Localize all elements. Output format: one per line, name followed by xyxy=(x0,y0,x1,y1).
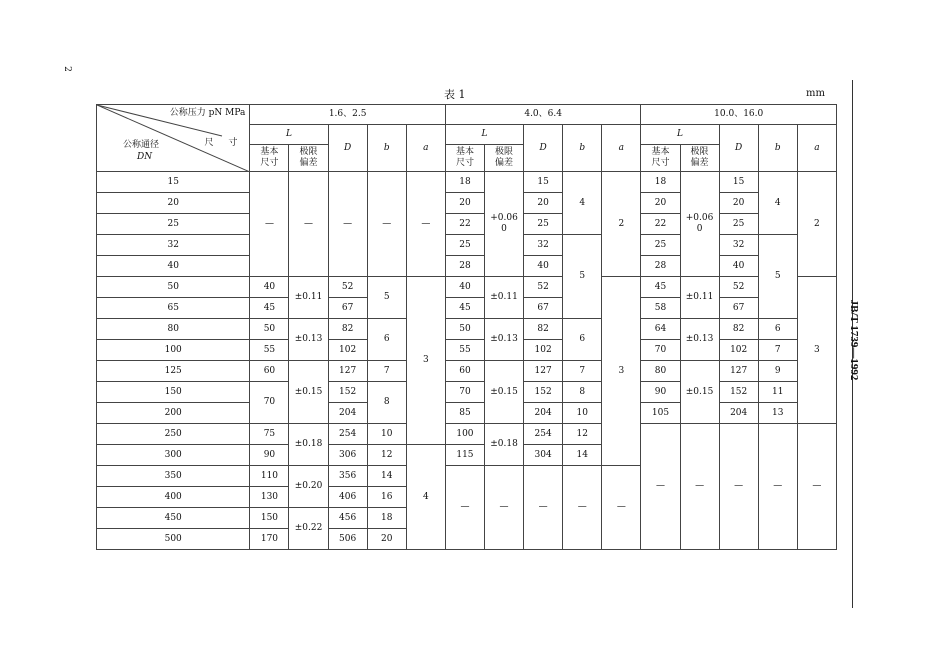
value-cell: 90 xyxy=(250,445,289,466)
column-header-L: L xyxy=(250,125,328,145)
nominal-diameter-label: 公称通径 xyxy=(123,140,160,150)
dn-cell: 20 xyxy=(97,193,250,214)
value-cell: 150 xyxy=(250,508,289,529)
value-cell: 60 xyxy=(445,361,484,382)
dn-cell: 300 xyxy=(97,445,250,466)
standard-code: JB/T 1739—1992 xyxy=(848,299,860,381)
column-header-D: D xyxy=(719,125,758,172)
value-cell: 67 xyxy=(524,298,563,319)
value-cell: 6 xyxy=(367,319,406,361)
value-cell: 5 xyxy=(563,235,602,319)
subheader-tolerance: 极限 偏差 xyxy=(289,145,328,172)
value-cell: 18 xyxy=(367,508,406,529)
value-cell: 45 xyxy=(445,298,484,319)
value-cell: 4 xyxy=(563,172,602,235)
subheader-basic-size: 基本 尺寸 xyxy=(641,145,680,172)
value-cell: 40 xyxy=(250,277,289,298)
tolerance-cell: +0.06 0 xyxy=(680,172,719,277)
tolerance-cell: ±0.13 xyxy=(289,319,328,361)
value-cell: 70 xyxy=(641,340,680,361)
value-cell: 28 xyxy=(445,256,484,277)
value-cell: 45 xyxy=(250,298,289,319)
value-cell: 15 xyxy=(719,172,758,193)
value-cell: 67 xyxy=(719,298,758,319)
value-cell: 110 xyxy=(250,466,289,487)
value-cell: 115 xyxy=(445,445,484,466)
value-cell: 16 xyxy=(367,487,406,508)
value-cell: 10 xyxy=(367,424,406,445)
dn-cell: 350 xyxy=(97,466,250,487)
dn-cell: 150 xyxy=(97,382,250,403)
empty-dash-cell: — xyxy=(406,172,445,277)
empty-dash-cell: — xyxy=(524,466,563,550)
empty-dash-cell: — xyxy=(250,172,289,277)
tolerance-cell: ±0.22 xyxy=(289,508,328,550)
value-cell: 7 xyxy=(367,361,406,382)
value-cell: 100 xyxy=(445,424,484,445)
value-cell: 50 xyxy=(250,319,289,340)
table-caption: 表 1 xyxy=(444,88,466,101)
value-cell: 3 xyxy=(602,277,641,466)
header-corner-cell xyxy=(97,105,250,172)
column-header-a: a xyxy=(602,125,641,172)
value-cell: 456 xyxy=(328,508,367,529)
value-cell: 6 xyxy=(563,319,602,361)
value-cell: 55 xyxy=(250,340,289,361)
value-cell: 67 xyxy=(328,298,367,319)
value-cell: 25 xyxy=(719,214,758,235)
value-cell: 102 xyxy=(328,340,367,361)
value-cell: 304 xyxy=(524,445,563,466)
value-cell: 11 xyxy=(758,382,797,403)
value-cell: 130 xyxy=(250,487,289,508)
value-cell: 18 xyxy=(641,172,680,193)
value-cell: 60 xyxy=(250,361,289,382)
column-header-a: a xyxy=(797,125,836,172)
dn-cell: 125 xyxy=(97,361,250,382)
subheader-basic-size: 基本 尺寸 xyxy=(445,145,484,172)
pressure-group-header: 10.0、16.0 xyxy=(641,105,837,125)
value-cell: 10 xyxy=(563,403,602,424)
tolerance-cell: ±0.18 xyxy=(289,424,328,466)
value-cell: 102 xyxy=(719,340,758,361)
value-cell: 254 xyxy=(524,424,563,445)
empty-dash-cell: — xyxy=(680,424,719,550)
value-cell: 127 xyxy=(719,361,758,382)
value-cell: 127 xyxy=(524,361,563,382)
value-cell: 204 xyxy=(524,403,563,424)
value-cell: 40 xyxy=(719,256,758,277)
column-header-b: b xyxy=(367,125,406,172)
value-cell: 152 xyxy=(328,382,367,403)
value-cell: 170 xyxy=(250,529,289,550)
value-cell: 152 xyxy=(719,382,758,403)
value-cell: 12 xyxy=(563,424,602,445)
value-cell: 70 xyxy=(445,382,484,403)
value-cell: 25 xyxy=(524,214,563,235)
value-cell: 82 xyxy=(524,319,563,340)
value-cell: 70 xyxy=(250,382,289,424)
unit-label: mm xyxy=(806,88,825,99)
dn-cell: 32 xyxy=(97,235,250,256)
empty-dash-cell: — xyxy=(563,466,602,550)
value-cell: 3 xyxy=(797,277,836,424)
tolerance-cell: ±0.15 xyxy=(289,361,328,424)
value-cell: 32 xyxy=(524,235,563,256)
dn-cell: 50 xyxy=(97,277,250,298)
value-cell: 204 xyxy=(328,403,367,424)
value-cell: 105 xyxy=(641,403,680,424)
value-cell: 6 xyxy=(758,319,797,340)
empty-dash-cell: — xyxy=(602,466,641,550)
value-cell: 40 xyxy=(445,277,484,298)
column-header-D: D xyxy=(328,125,367,172)
value-cell: 80 xyxy=(641,361,680,382)
value-cell: 9 xyxy=(758,361,797,382)
tolerance-cell: +0.06 0 xyxy=(485,172,524,277)
column-header-a: a xyxy=(406,125,445,172)
empty-dash-cell: — xyxy=(445,466,484,550)
empty-dash-cell: — xyxy=(485,466,524,550)
empty-dash-cell: — xyxy=(367,172,406,277)
value-cell: 15 xyxy=(524,172,563,193)
empty-dash-cell: — xyxy=(719,424,758,550)
dn-cell: 40 xyxy=(97,256,250,277)
value-cell: 12 xyxy=(367,445,406,466)
tolerance-cell: ±0.13 xyxy=(485,319,524,361)
value-cell: 20 xyxy=(524,193,563,214)
tolerance-cell: ±0.18 xyxy=(485,424,524,466)
value-cell: 22 xyxy=(641,214,680,235)
value-cell: 152 xyxy=(524,382,563,403)
value-cell: 102 xyxy=(524,340,563,361)
value-cell: 14 xyxy=(367,466,406,487)
tolerance-cell: ±0.15 xyxy=(680,361,719,424)
dn-cell: 500 xyxy=(97,529,250,550)
dn-cell: 400 xyxy=(97,487,250,508)
column-header-D: D xyxy=(524,125,563,172)
subheader-tolerance: 极限 偏差 xyxy=(680,145,719,172)
dn-cell: 15 xyxy=(97,172,250,193)
column-header-L: L xyxy=(641,125,719,145)
value-cell: 406 xyxy=(328,487,367,508)
value-cell: 2 xyxy=(602,172,641,277)
value-cell: 32 xyxy=(719,235,758,256)
size-label: 尺 寸 xyxy=(204,138,244,148)
value-cell: 20 xyxy=(367,529,406,550)
value-cell: 22 xyxy=(445,214,484,235)
empty-dash-cell: — xyxy=(289,172,328,277)
value-cell: 7 xyxy=(758,340,797,361)
value-cell: 18 xyxy=(445,172,484,193)
value-cell: 82 xyxy=(328,319,367,340)
value-cell: 52 xyxy=(524,277,563,298)
value-cell: 20 xyxy=(641,193,680,214)
dn-symbol: DN xyxy=(137,152,153,162)
pressure-label: 公称压力 pN MPa xyxy=(169,108,246,118)
value-cell: 20 xyxy=(719,193,758,214)
value-cell: 50 xyxy=(445,319,484,340)
value-cell: 506 xyxy=(328,529,367,550)
value-cell: 254 xyxy=(328,424,367,445)
value-cell: 127 xyxy=(328,361,367,382)
value-cell: 4 xyxy=(758,172,797,235)
empty-dash-cell: — xyxy=(328,172,367,277)
value-cell: 45 xyxy=(641,277,680,298)
value-cell: 90 xyxy=(641,382,680,403)
subheader-basic-size: 基本 尺寸 xyxy=(250,145,289,172)
dn-cell: 250 xyxy=(97,424,250,445)
tolerance-cell: ±0.20 xyxy=(289,466,328,508)
empty-dash-cell: — xyxy=(641,424,680,550)
value-cell: 5 xyxy=(367,277,406,319)
column-header-L: L xyxy=(445,125,523,145)
value-cell: 82 xyxy=(719,319,758,340)
value-cell: 85 xyxy=(445,403,484,424)
pressure-group-header: 4.0、6.4 xyxy=(445,105,641,125)
value-cell: 3 xyxy=(406,277,445,445)
value-cell: 14 xyxy=(563,445,602,466)
empty-dash-cell: — xyxy=(797,424,836,550)
dn-cell: 100 xyxy=(97,340,250,361)
dn-cell: 65 xyxy=(97,298,250,319)
empty-dash-cell: — xyxy=(758,424,797,550)
value-cell: 28 xyxy=(641,256,680,277)
value-cell: 52 xyxy=(719,277,758,298)
dn-cell: 25 xyxy=(97,214,250,235)
value-cell: 306 xyxy=(328,445,367,466)
subheader-tolerance: 极限 偏差 xyxy=(485,145,524,172)
value-cell: 25 xyxy=(641,235,680,256)
pressure-group-header: 1.6、2.5 xyxy=(250,105,446,125)
column-header-b: b xyxy=(563,125,602,172)
value-cell: 40 xyxy=(524,256,563,277)
value-cell: 13 xyxy=(758,403,797,424)
page-number: 2 xyxy=(61,66,72,72)
value-cell: 52 xyxy=(328,277,367,298)
value-cell: 55 xyxy=(445,340,484,361)
dn-cell: 450 xyxy=(97,508,250,529)
value-cell: 8 xyxy=(367,382,406,424)
tolerance-cell: ±0.11 xyxy=(680,277,719,319)
value-cell: 25 xyxy=(445,235,484,256)
value-cell: 4 xyxy=(406,445,445,550)
dimension-table xyxy=(96,104,837,550)
dn-cell: 80 xyxy=(97,319,250,340)
value-cell: 2 xyxy=(797,172,836,277)
value-cell: 20 xyxy=(445,193,484,214)
tolerance-cell: ±0.13 xyxy=(680,319,719,361)
value-cell: 5 xyxy=(758,235,797,319)
tolerance-cell: ±0.11 xyxy=(289,277,328,319)
value-cell: 75 xyxy=(250,424,289,445)
value-cell: 356 xyxy=(328,466,367,487)
tolerance-cell: ±0.15 xyxy=(485,361,524,424)
value-cell: 64 xyxy=(641,319,680,340)
column-header-b: b xyxy=(758,125,797,172)
value-cell: 7 xyxy=(563,361,602,382)
tolerance-cell: ±0.11 xyxy=(485,277,524,319)
value-cell: 58 xyxy=(641,298,680,319)
value-cell: 204 xyxy=(719,403,758,424)
dn-cell: 200 xyxy=(97,403,250,424)
value-cell: 8 xyxy=(563,382,602,403)
